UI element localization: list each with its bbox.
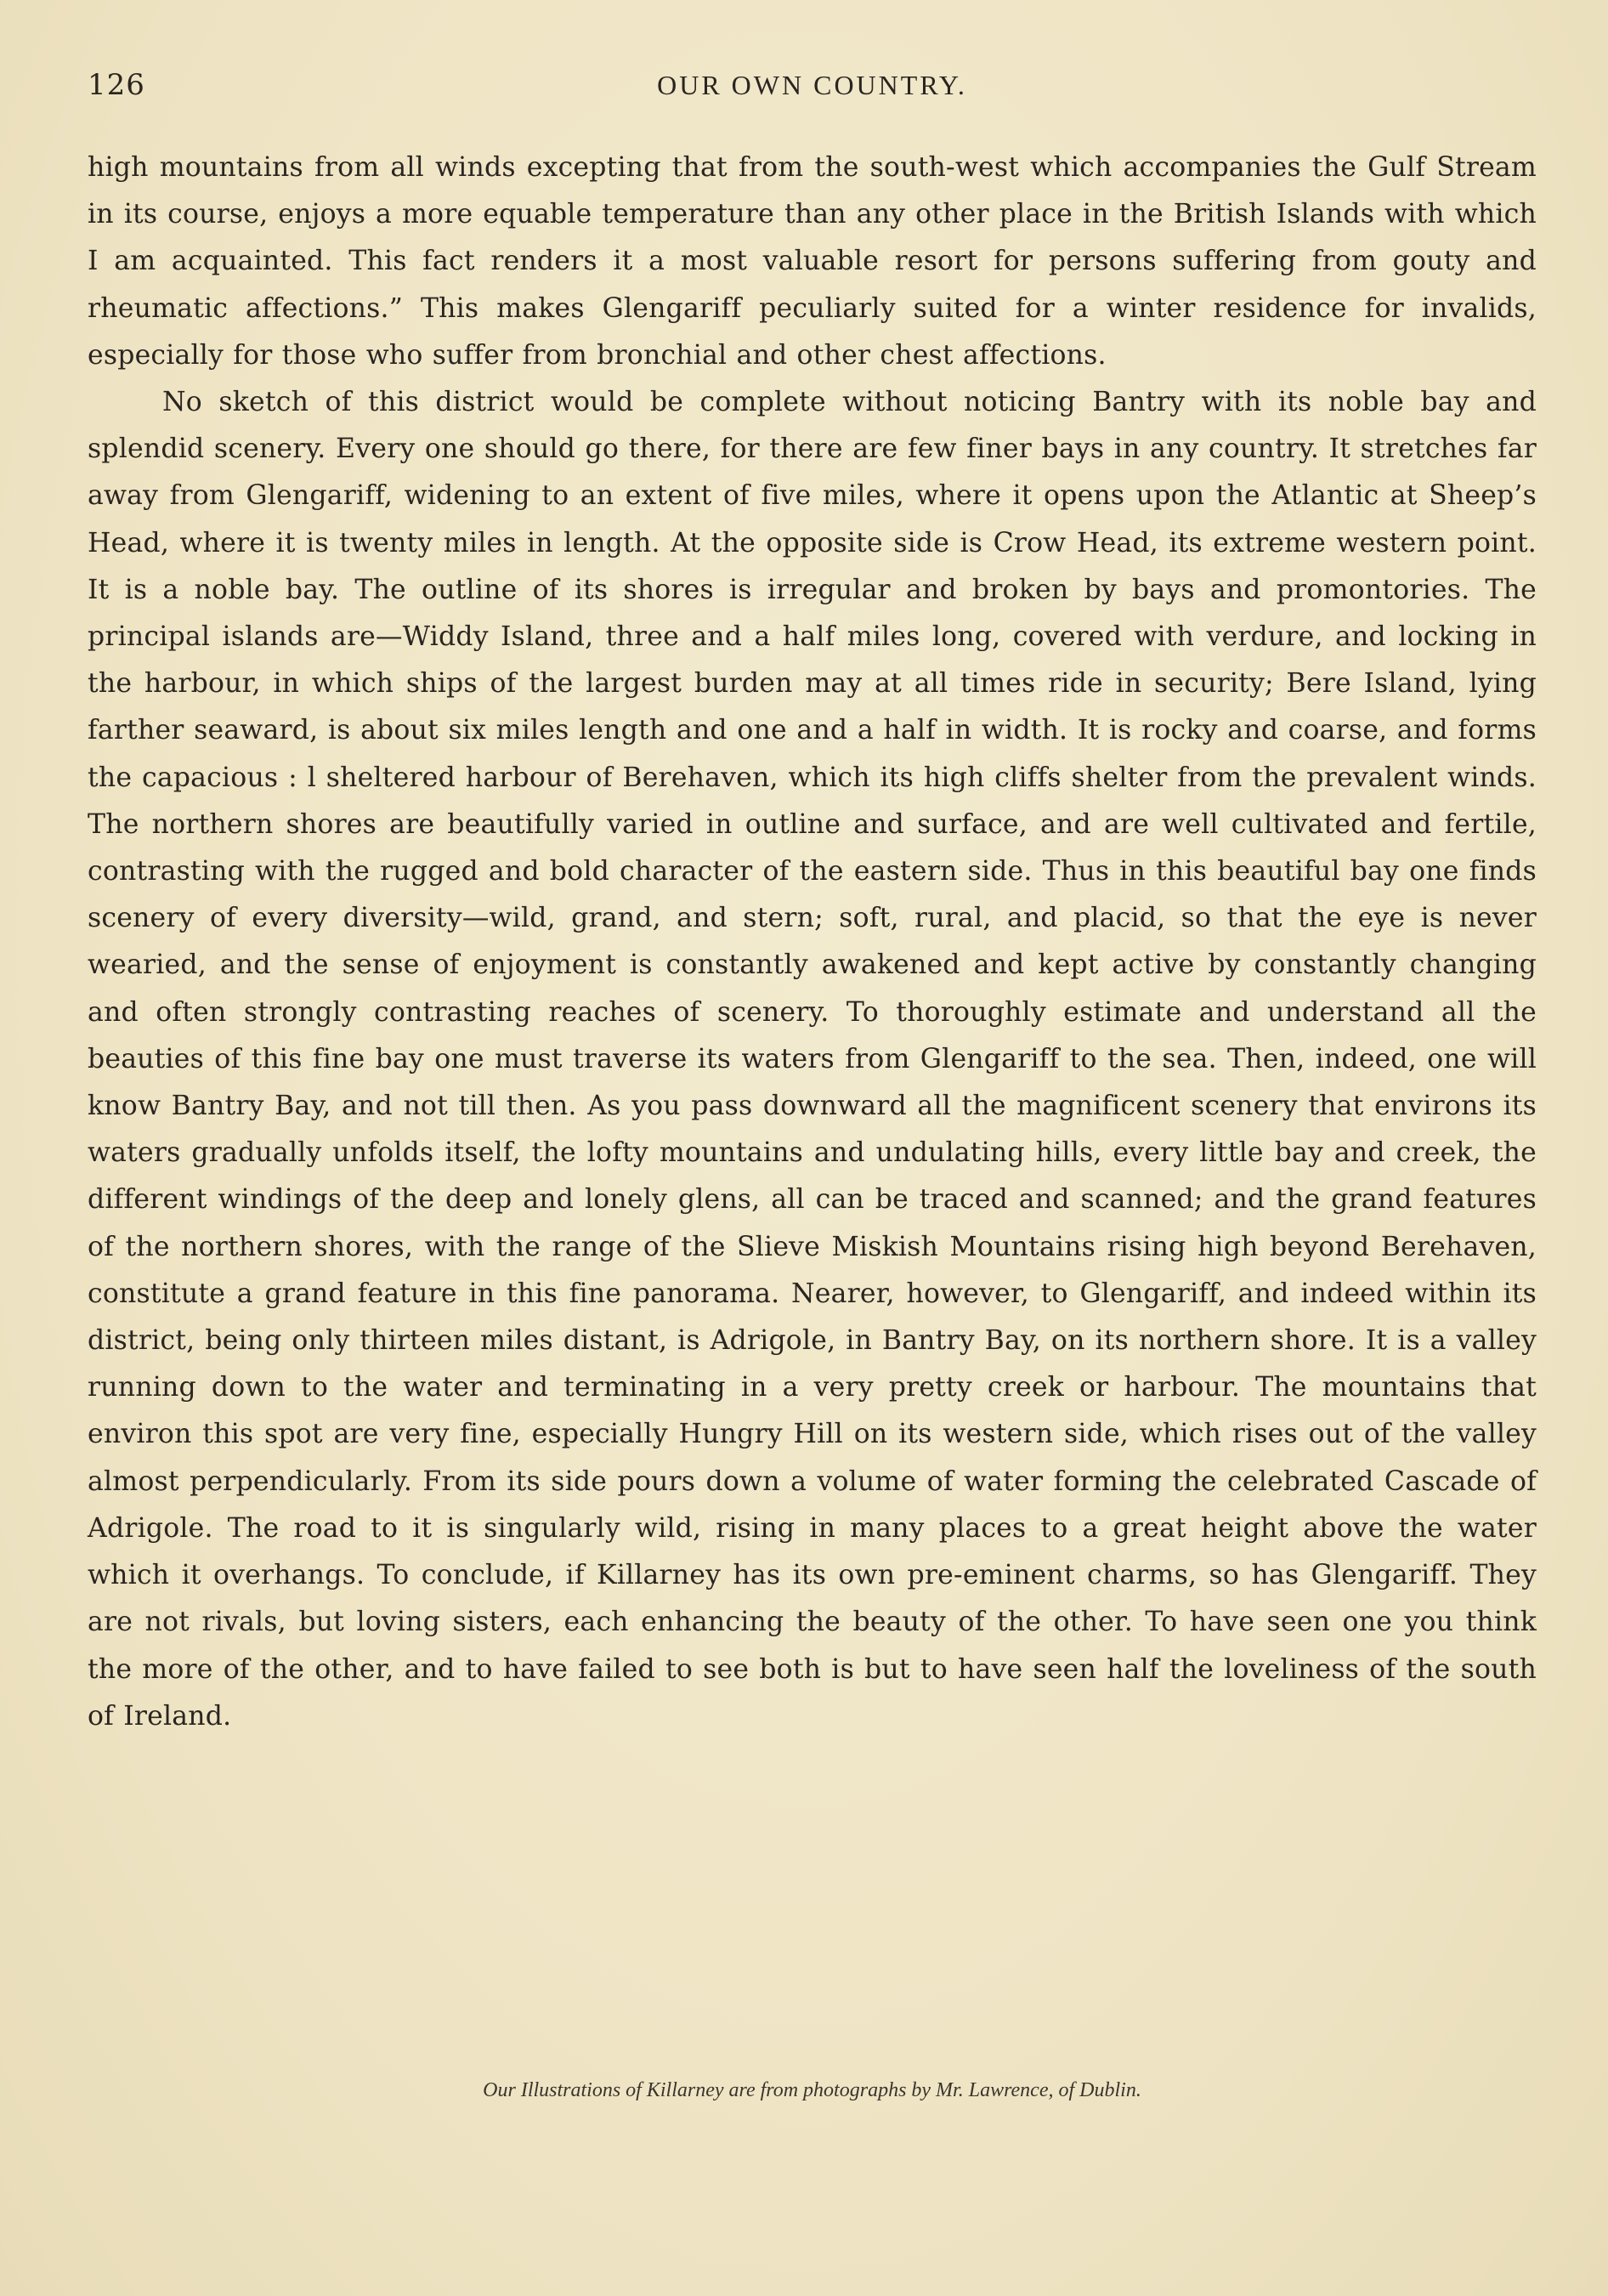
paragraph-bantry-bay: No sketch of this district would be complete without noticing Bantry with its noble bay and splendid scenery. Every one should go there, for there are few finer bays in any country. It stretches far away from Glengariff, widening to an extent of five miles, where it opens upon the Atlantic at Sheep’s Head, where it is twenty miles in length. At the opposite side is Crow Head, its extreme western point. It is a noble bay. The outline of its shores is irregular and broken by bays and promontories. The principal islands are—Widdy Island, three and a half miles long, covered with verdure, and locking in the harbour, in which ships of the largest burden may at all times ride in security; Bere Island, lying farther seaward, is about six miles length and one and a half in width. It is rocky and coarse, and forms the capacious : l sheltered harbour of Berehaven, which its high cliffs shelter from the prevalent winds. The northern shores are beautifully varied in outline and surface, and are well cultivated and fertile, contrasting with the rugged and bold character of the eastern side. Thus in this beautiful bay one finds scenery of every diversity—wild, grand, and stern; soft, rural, and placid, so that the eye is never wearied, and the sense of enjoyment is constantly awakened and kept active by constantly changing and often strongly contrasting reaches of scenery. To thoroughly estimate and understand all the beauties of this fine bay one must traverse its waters from Glengariff to the sea. Then, indeed, one will know Bantry Bay, and not till then. As you pass downward all the magnificent scenery that environs its waters gradually unfolds itself, the lofty mountains and undulating hills, every little bay and creek, the different windings of the deep and lonely glens, all can be traced and scanned; and the grand features of the northern shores, with the range of the Slieve Miskish Mountains rising high beyond Berehaven, constitute a grand feature in this fine panorama. Nearer, however, to Glengariff, and indeed within its district, being only thirteen miles distant, is Adrigole, in Bantry Bay, on its northern shore. It is a valley running down to the water and terminating in a very pretty creek or harbour. The mountains that environ this spot are very fine, especially Hungry Hill on its western side, which rises out of the valley almost perpendicularly. From its side pours down a volume of water forming the celebrated Cascade of Adrigole. The road to it is singularly wild, rising in many places to a great height above the water which it overhangs. To conclude, if Killarney has its own pre-eminent charms, so has Glengariff. They are not rivals, but loving sisters, each enhancing the beauty of the other. To have seen one you think the more of the other, and to have failed to see both is but to have seen half the loveliness of the south of Ireland. xyxy=(88,387,1537,1732)
page-number: 126 xyxy=(88,68,145,102)
paragraph-continuation: high mountains from all winds excepting that from the south-west which accompanies the Gulf Stream in its course, enjoys a more equable temperature than any other place in the British Islands with which I am acquainted. This fact renders it a most valuable resort for persons suffering from gouty and rheumatic affections.” This makes Glengariff peculiarly suited for a winter residence for invalids, especially for those who suffer from bronchial and other chest affections. xyxy=(88,152,1537,371)
running-title: OUR OWN COUNTRY. xyxy=(657,70,967,100)
body-text xyxy=(88,145,1537,1740)
footnote: Our Illustrations of Killarney are from photographs by Mr. Lawrence, of Dublin. xyxy=(483,2079,1141,2101)
running-head xyxy=(88,68,1537,111)
